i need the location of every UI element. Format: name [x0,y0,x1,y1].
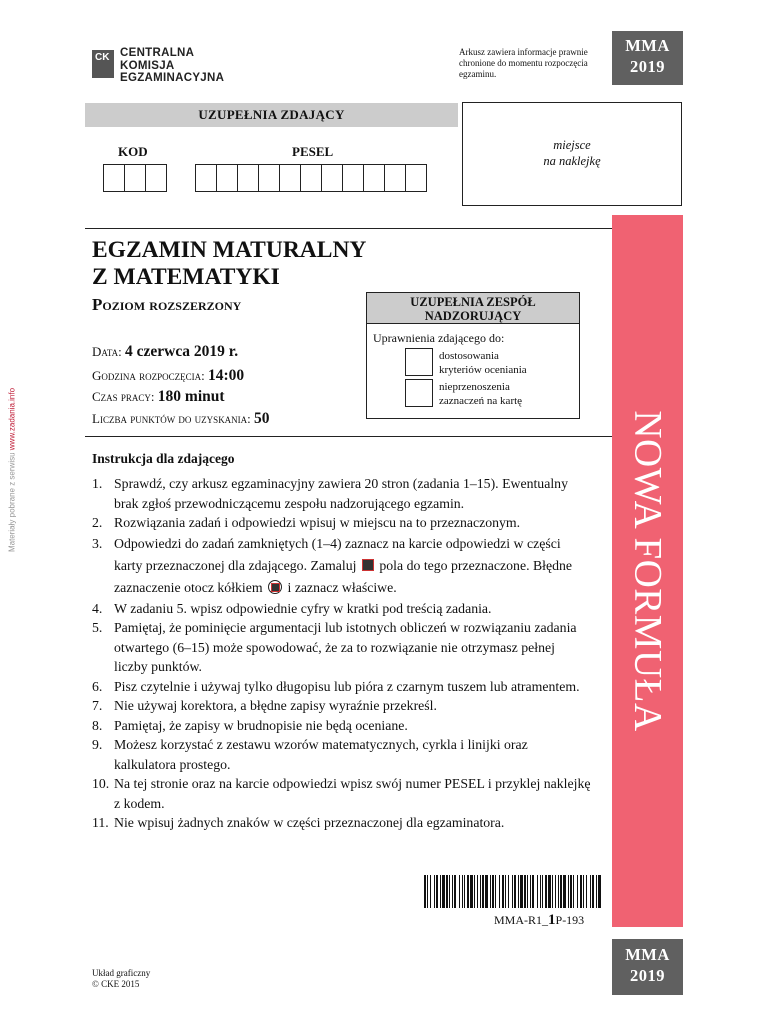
list-item [92,533,592,599]
exam-year: 2019 [630,966,665,985]
item-number: 10. [92,776,110,791]
pesel-cell[interactable] [258,164,280,192]
item-text: Nie wpisuj żadnych znaków w części przeznaczonej dla egzaminatora. [114,815,505,830]
exam-title [92,237,366,291]
rights-label: Uprawnienia zdającego do: [373,331,505,345]
footer-line-1: Układ graficzny [92,968,151,978]
list-item [92,735,592,774]
item-number: 2. [92,515,103,530]
logo-line-3: EGZAMINACYJNA [120,72,225,84]
logo-mark-text: CK [95,52,110,63]
watermark-prefix: Materiały pobrane z serwisu [7,450,17,553]
divider-top [85,228,612,229]
option1-line-1: dostosowania [439,350,499,362]
item-number: 9. [92,737,103,752]
item-text: Pisz czytelnie i używaj tylko długopisu lub pióra z czarnym tuszem lub atramentem. [114,678,580,694]
option2-line-2: zaznaczeń na kartę [439,395,523,407]
footer-line-2: © CKE 2015 [92,979,140,989]
exam-date [92,343,238,361]
cke-logo-text [120,47,224,85]
filled-square-icon [362,559,374,571]
date-label: Data: [92,344,122,359]
exam-year: 2019 [630,57,665,76]
item-number: 3. [92,535,103,551]
source-watermark [6,360,18,580]
sticker-line-1: miejsce [553,138,591,152]
date-value: 4 czerwca 2019 r. [125,343,239,360]
exam-code: MMA [625,945,670,964]
pesel-field[interactable] [195,164,426,192]
item-text-part-c: i zaznacz właściwe. [287,579,397,595]
exam-code-top [612,31,683,85]
item-text-part-b: pola do tego przeznaczone. Błędne zaznaczenie otocz kółkiem [114,557,573,595]
kod-cell[interactable] [103,164,125,192]
barcode-bold: 1 [548,912,556,928]
pesel-cell[interactable] [300,164,322,192]
circled-square-icon [268,580,282,594]
pesel-cell[interactable] [384,164,406,192]
item-text: Nie używaj korektora, a błędne zapisy wyraźnie przekreśl. [114,698,437,713]
no-transfer-label [439,380,522,408]
list-item [92,474,592,513]
item-number: 7. [92,698,103,713]
supervisors-header-line-2: NADZORUJĄCY [424,309,522,323]
supervisors-box [366,292,580,419]
pesel-cell[interactable] [195,164,217,192]
item-text: Pamiętaj, że pominięcie argumentacji lub istotnych obliczeń w rozwiązaniu zadania otwartego (6–15) może spowodować, że za to rozwiązanie nie otrzymasz pełnej liczby punktów. [114,620,577,674]
footer [92,968,150,990]
candidate-section-header: UZUPEŁNIA ZDAJĄCY [85,103,458,127]
item-text: W zadaniu 5. wpisz odpowiednie cyfry w kratki pod treścią zadania. [114,600,492,616]
item-number: 4. [92,600,103,616]
supervisors-header [367,293,579,324]
item-text: Na tej stronie oraz na karcie odpowiedzi wpisz swój numer PESEL i przyklej naklejkę z kodem. [114,776,591,811]
list-item [92,813,592,833]
kod-cell[interactable] [145,164,167,192]
list-item [92,774,592,813]
no-transfer-checkbox[interactable] [405,379,433,407]
barcode-icon [424,875,602,908]
item-text: Możesz korzystać z zestawu wzorów matematycznych, cyrkla i linijki oraz kalkulatora prostego. [114,737,528,772]
item-number: 1. [92,476,103,491]
duration-value: 180 minut [157,388,225,405]
banner-text: NOWA FORMUŁA [626,410,669,732]
item-text-part-a: Odpowiedzi do zadań zamkniętych (1–4) zaznacz na karcie odpowiedzi w części karty przeznaczonej dla zdającego. Zamaluj [114,535,561,573]
adjust-criteria-label [439,349,527,377]
sticker-line-2: na naklejkę [543,154,601,168]
item-text: Rozwiązania zadań i odpowiedzi wpisuj w miejscu na to przeznaczonym. [114,515,521,530]
cke-logo-icon [92,50,114,78]
points-value: 50 [254,410,270,427]
exam-points [92,410,270,428]
kod-field[interactable] [103,164,166,192]
pesel-cell[interactable] [216,164,238,192]
exam-title-line-2: Z MATEMATYKI [92,264,280,290]
barcode-label [494,912,584,929]
kod-cell[interactable] [124,164,146,192]
exam-code: MMA [625,36,670,55]
logo-line-2: KOMISJA [120,59,175,72]
pesel-cell[interactable] [321,164,343,192]
start-label: Godzina rozpoczęcia: [92,368,205,383]
option1-line-2: kryteriów oceniania [439,364,527,376]
instructions-list [92,474,592,833]
exam-duration [92,388,225,406]
option2-line-1: nieprzenoszenia [439,381,510,393]
duration-label: Czas pracy: [92,389,155,404]
points-label: Liczba punktów do uzyskania: [92,411,251,426]
instructions-title: Instrukcja dla zdającego [92,451,235,466]
logo-line-1: CENTRALNA [120,47,195,59]
sticker-area [462,102,682,206]
item-number: 8. [92,717,103,733]
item-text: Pamiętaj, że zapisy w brudnopisie nie będą oceniane. [114,717,408,733]
exam-start [92,367,244,385]
list-item [92,696,592,716]
item-text: Sprawdź, czy arkusz egzaminacyjny zawiera 20 stron (zadania 1–15). Ewentualny brak zgłoś przewodniczącemu zespołu nadzorującego egzamin. [114,476,568,511]
exam-code-bottom [612,939,683,995]
list-item [92,599,592,619]
new-formula-banner [612,215,683,927]
start-value: 14:00 [208,367,245,384]
item-number: 6. [92,678,103,694]
pesel-cell[interactable] [363,164,385,192]
list-item [92,677,592,697]
list-item [92,618,592,677]
list-item [92,513,592,533]
supervisors-header-line-1: UZUPEŁNIA ZESPÓŁ [410,295,536,309]
item-text [114,533,592,599]
barcode-suffix: P-193 [555,913,585,927]
pesel-label: PESEL [292,144,334,159]
kod-label: KOD [118,144,148,159]
barcode-prefix: MMA-R1_ [494,913,549,927]
exam-title-line-1: EGZAMIN MATURALNY [92,237,367,263]
exam-level: Poziom rozszerzony [92,295,242,314]
pesel-cell[interactable] [342,164,364,192]
confidential-notice: Arkusz zawiera informacje prawnie chronione do momentu rozpoczęcia egzaminu. [459,47,588,79]
divider-middle [85,436,612,437]
item-number: 11. [92,815,109,830]
list-item [92,716,592,736]
watermark-url[interactable]: www.zadania.info [7,387,17,451]
adjust-criteria-checkbox[interactable] [405,348,433,376]
item-number: 5. [92,620,103,635]
pesel-cell[interactable] [279,164,301,192]
pesel-cell[interactable] [237,164,259,192]
pesel-cell[interactable] [405,164,427,192]
